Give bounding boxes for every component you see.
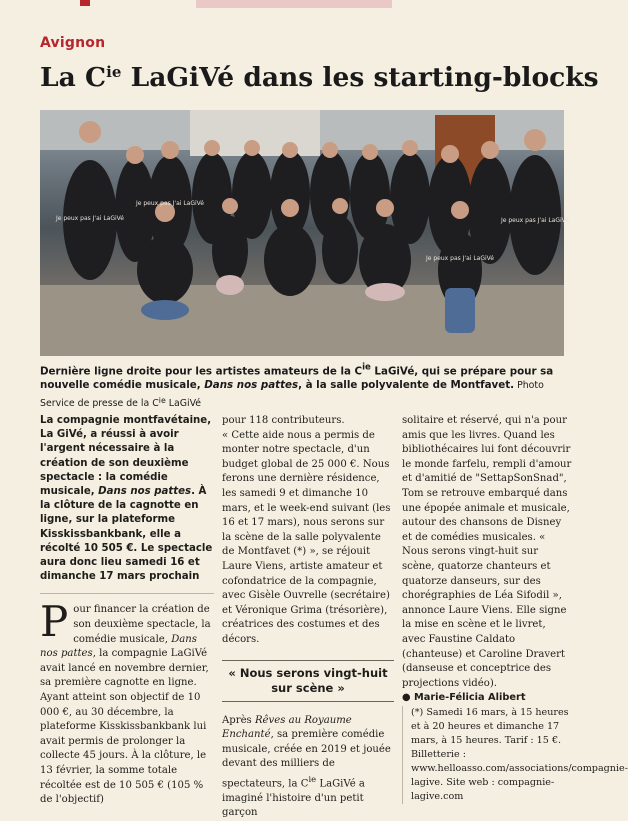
- event-info-note: (*) Samedi 16 mars, à 15 heures et à 20 heures et dimanche 17 mars, à 15 heures. Tarif : 15 €. Billetterie : www.helloasso.com/associations/compagnie-lagive. Site web : compagnie-lagive.com: [402, 706, 572, 804]
- group-photo-drawing: [40, 110, 564, 356]
- lead-part-b: . À la clôture de la cagnotte en ligne, sur la plateforme Kisskissbankbank, elle a récolté 10 505 €. Le spectacle aura donc lieu samedi 16 et dimanche 17 mars prochain: [40, 486, 212, 582]
- column-2-body-a: pour 118 contributeurs.: [222, 414, 394, 429]
- lead-title: Dans nos pattes: [98, 486, 191, 497]
- shirt-print: Je peux pas J'ai LaGiVé: [135, 200, 204, 207]
- column-1-body-a: our financer la création de son deuxième spectacle, la comédie musicale,: [73, 604, 210, 644]
- column-2-body-c: [222, 714, 394, 821]
- article-lead: [40, 414, 214, 584]
- column-2-body-b: « Cette aide nous a permis de monter notre spectacle, d'un budget global de 25 000 €. Nous ferons une dernière résidence, les samedi 9 et dimanche 10 mars, et le week-end suivant (les 16 et 17 mars), nous serons sur la scène de la salle polyvalente de Montfavet (*) », se réjouit Laure Viens, artiste amateur et cofondatrice de la compagnie, avec Gisèle Ouvrelle (secrétaire) et Véronique Grima (trésorière), créatrices des costumes et des décors.: [222, 429, 394, 648]
- column-2-body-c-sup: ie: [308, 774, 316, 784]
- group-photo: [40, 110, 564, 356]
- caption-part1: Dernière ligne droite pour les artistes amateurs de la C: [40, 365, 362, 377]
- column-2-body-c3: LaGiVé a imaginé l'histoire d'un petit garçon: [222, 778, 365, 818]
- headline-sup: ie: [106, 63, 121, 81]
- caption-title: Dans nos pattes: [204, 379, 298, 391]
- photo-caption: [40, 361, 564, 412]
- caption-credit: Photo Service de presse de la C: [40, 380, 544, 409]
- column-1-body-b: , la compagnie LaGiVé avait lancé en novembre dernier, sa première cagnotte en ligne. Ayant atteint son objectif de 10 000 €, au 30 décembre, la plateforme Kisskissbankbank lui avait permis de prolonger la collecte 45 jours. À la clôture, le 13 février, la somme totale récoltée est de 10 505 € (105 % de l'objectif): [40, 648, 209, 805]
- lead-separator: [40, 593, 214, 594]
- column-2-body-c2: , sa première comédie musicale, créée en 2019 et jouée devant des milliers de spectateurs, la C: [222, 729, 391, 789]
- caption-sup1: ie: [362, 363, 371, 373]
- lead-part-a: La compagnie montfavétaine, La GiVé, a réussi à avoir l'argent nécessaire à la création de son deuxième spectacle : la comédie musicale,: [40, 415, 211, 497]
- top-pink-band: [196, 0, 392, 8]
- top-color-strip: [0, 0, 592, 8]
- column-2: [222, 414, 394, 821]
- headline: [40, 54, 580, 96]
- shirt-print: Je peux pas J'ai LaGiVé: [425, 255, 494, 262]
- caption-part2: LaGiVé, qui se prépare pour sa nouvelle comédie musicale,: [40, 365, 553, 391]
- caption-part3: , à la salle polyvalente de Montfavet.: [298, 379, 514, 391]
- drop-cap: P: [40, 604, 68, 640]
- column-3-body: solitaire et réservé, qui n'a pour amis que les livres. Quand les bibliothécaires lui font découvrir le monde farfelu, rempli d'amour et d'amitié de "SettapSonSnad", Tom se retrouve embarqué dans une épopée animale et musicale, autour des chansons de Disney et de comédies musicales. « Nous serons vingt-huit sur scène, quatorze chanteurs et quatorze danseurs, sur des chorégraphies de Léa Sifodil », annonce Laure Viens. Elle signe la mise en scène et le livret, avec Faustine Caldato (chanteuse) et Caroline Dravert (danseuse et conceptrice des projections vidéo).: [402, 414, 572, 691]
- column-3: [402, 414, 572, 804]
- section-label: Avignon: [40, 35, 105, 51]
- pull-quote: « Nous serons vingt-huit sur scène »: [222, 660, 394, 702]
- author-byline: ● Marie-Félicia Alibert: [402, 691, 572, 706]
- caption-credit-end: LaGiVé: [166, 399, 201, 410]
- headline-prefix: La C: [40, 62, 106, 93]
- shirt-print: Je peux pas J'ai LaGiVé: [500, 217, 569, 224]
- column-1-body: [40, 603, 214, 807]
- column-1: [40, 414, 214, 808]
- headline-suffix: LaGiVé dans les starting-blocks: [121, 62, 598, 93]
- top-red-mark: [80, 0, 90, 6]
- column-1-body-title: Dans nos pattes: [40, 634, 197, 660]
- caption-credit-sup: ie: [159, 395, 166, 404]
- column-2-body-c-title: Rêves au Royaume Enchanté: [222, 715, 352, 741]
- shirt-print: Je peux pas J'ai LaGiVé: [55, 215, 124, 222]
- column-2-body-c1: Après: [222, 715, 255, 726]
